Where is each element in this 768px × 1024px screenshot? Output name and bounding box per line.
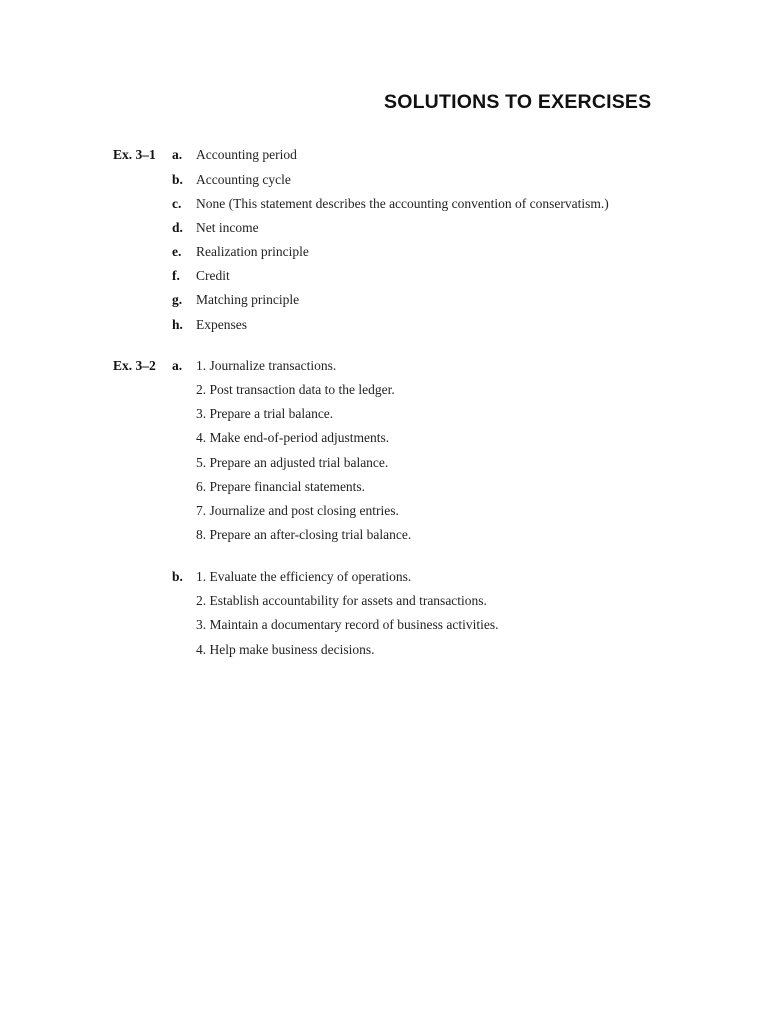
item-text-d: Net income bbox=[196, 220, 259, 235]
item-text-h: Expenses bbox=[196, 317, 247, 332]
part-letter-a: a. bbox=[172, 358, 183, 373]
step-line: 8. Prepare an after-closing trial balance. bbox=[196, 527, 412, 542]
step-line: 3. Prepare a trial balance. bbox=[196, 406, 334, 421]
step-line: 4. Make end-of-period adjustments. bbox=[196, 430, 390, 445]
item-text-b: Accounting cycle bbox=[196, 172, 291, 187]
item-letter-g: g. bbox=[172, 292, 183, 307]
item-letter-a: a. bbox=[172, 147, 183, 162]
item-letter-f: f. bbox=[172, 268, 180, 283]
exercise-label-3-2: Ex. 3–2 bbox=[113, 358, 156, 373]
item-text-a: Accounting period bbox=[196, 147, 297, 162]
step-line: 2. Post transaction data to the ledger. bbox=[196, 382, 395, 397]
step-line: 6. Prepare financial statements. bbox=[196, 479, 366, 494]
page-title: SOLUTIONS TO EXERCISES bbox=[384, 91, 652, 113]
item-letter-b: b. bbox=[172, 172, 183, 187]
item-text-g: Matching principle bbox=[196, 292, 300, 307]
step-line: 7. Journalize and post closing entries. bbox=[196, 503, 399, 518]
purpose-line: 2. Establish accountability for assets and transactions. bbox=[196, 593, 487, 608]
purpose-line: 3. Maintain a documentary record of business activities. bbox=[196, 617, 499, 632]
item-letter-h: h. bbox=[172, 317, 183, 332]
exercise-label-3-1: Ex. 3–1 bbox=[113, 147, 156, 162]
item-letter-d: d. bbox=[172, 220, 183, 235]
purpose-line: 4. Help make business decisions. bbox=[196, 642, 375, 657]
purpose-line: 1. Evaluate the efficiency of operations. bbox=[196, 569, 412, 584]
item-letter-c: c. bbox=[172, 196, 182, 211]
item-text-e: Realization principle bbox=[196, 244, 309, 259]
step-line: 5. Prepare an adjusted trial balance. bbox=[196, 455, 389, 470]
step-line: 1. Journalize transactions. bbox=[196, 358, 337, 373]
item-letter-e: e. bbox=[172, 244, 182, 259]
part-letter-b: b. bbox=[172, 569, 183, 584]
item-text-f: Credit bbox=[196, 268, 230, 283]
item-text-c: None (This statement describes the accounting convention of conservatism.) bbox=[196, 196, 609, 211]
